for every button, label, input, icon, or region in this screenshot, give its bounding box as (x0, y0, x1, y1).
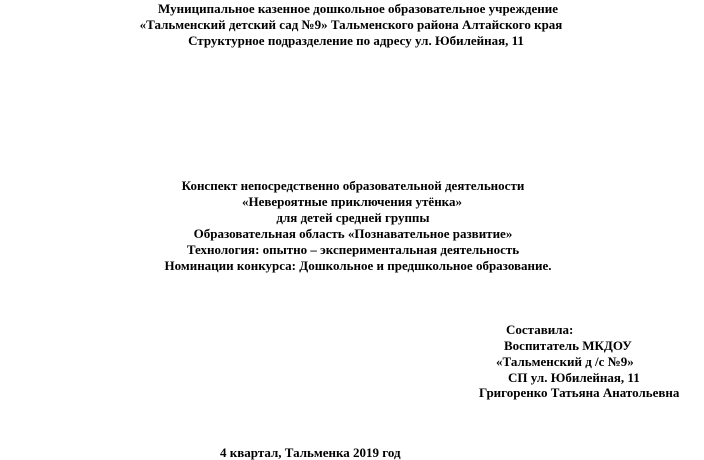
date-place: 4 квартал, Тальменка 2019 год (220, 445, 401, 460)
institution-name: Муниципальное казенное дошкольное образовательное учреждение (158, 1, 558, 16)
author-position: Воспитатель МКДОУ (504, 338, 632, 353)
author-organization: «Тальменский д /с №9» (496, 354, 634, 369)
subdivision-address: Структурное подразделение по адресу ул. Юбилейная, 11 (188, 33, 524, 48)
summary-topic: «Невероятные приключения утёнка» (242, 194, 462, 209)
author-name: Григоренко Татьяна Анатольевна (479, 385, 680, 400)
summary-technology: Технология: опытно – экспериментальная деятельность (186, 242, 520, 257)
kindergarten-name: «Тальменский детский сад №9» Тальменского района Алтайского края (139, 17, 563, 32)
summary-area: Образовательная область «Познавательное развитие» (193, 226, 513, 241)
summary-title: Конспект непосредственно образовательной деятельности (181, 178, 525, 193)
summary-nomination: Номинации конкурса: Дошкольное и предшкольное образование. (164, 258, 552, 273)
author-label: Составила: (506, 322, 574, 337)
summary-audience: для детей средней группы (276, 210, 430, 225)
author-address: СП ул. Юбилейная, 11 (508, 370, 640, 385)
